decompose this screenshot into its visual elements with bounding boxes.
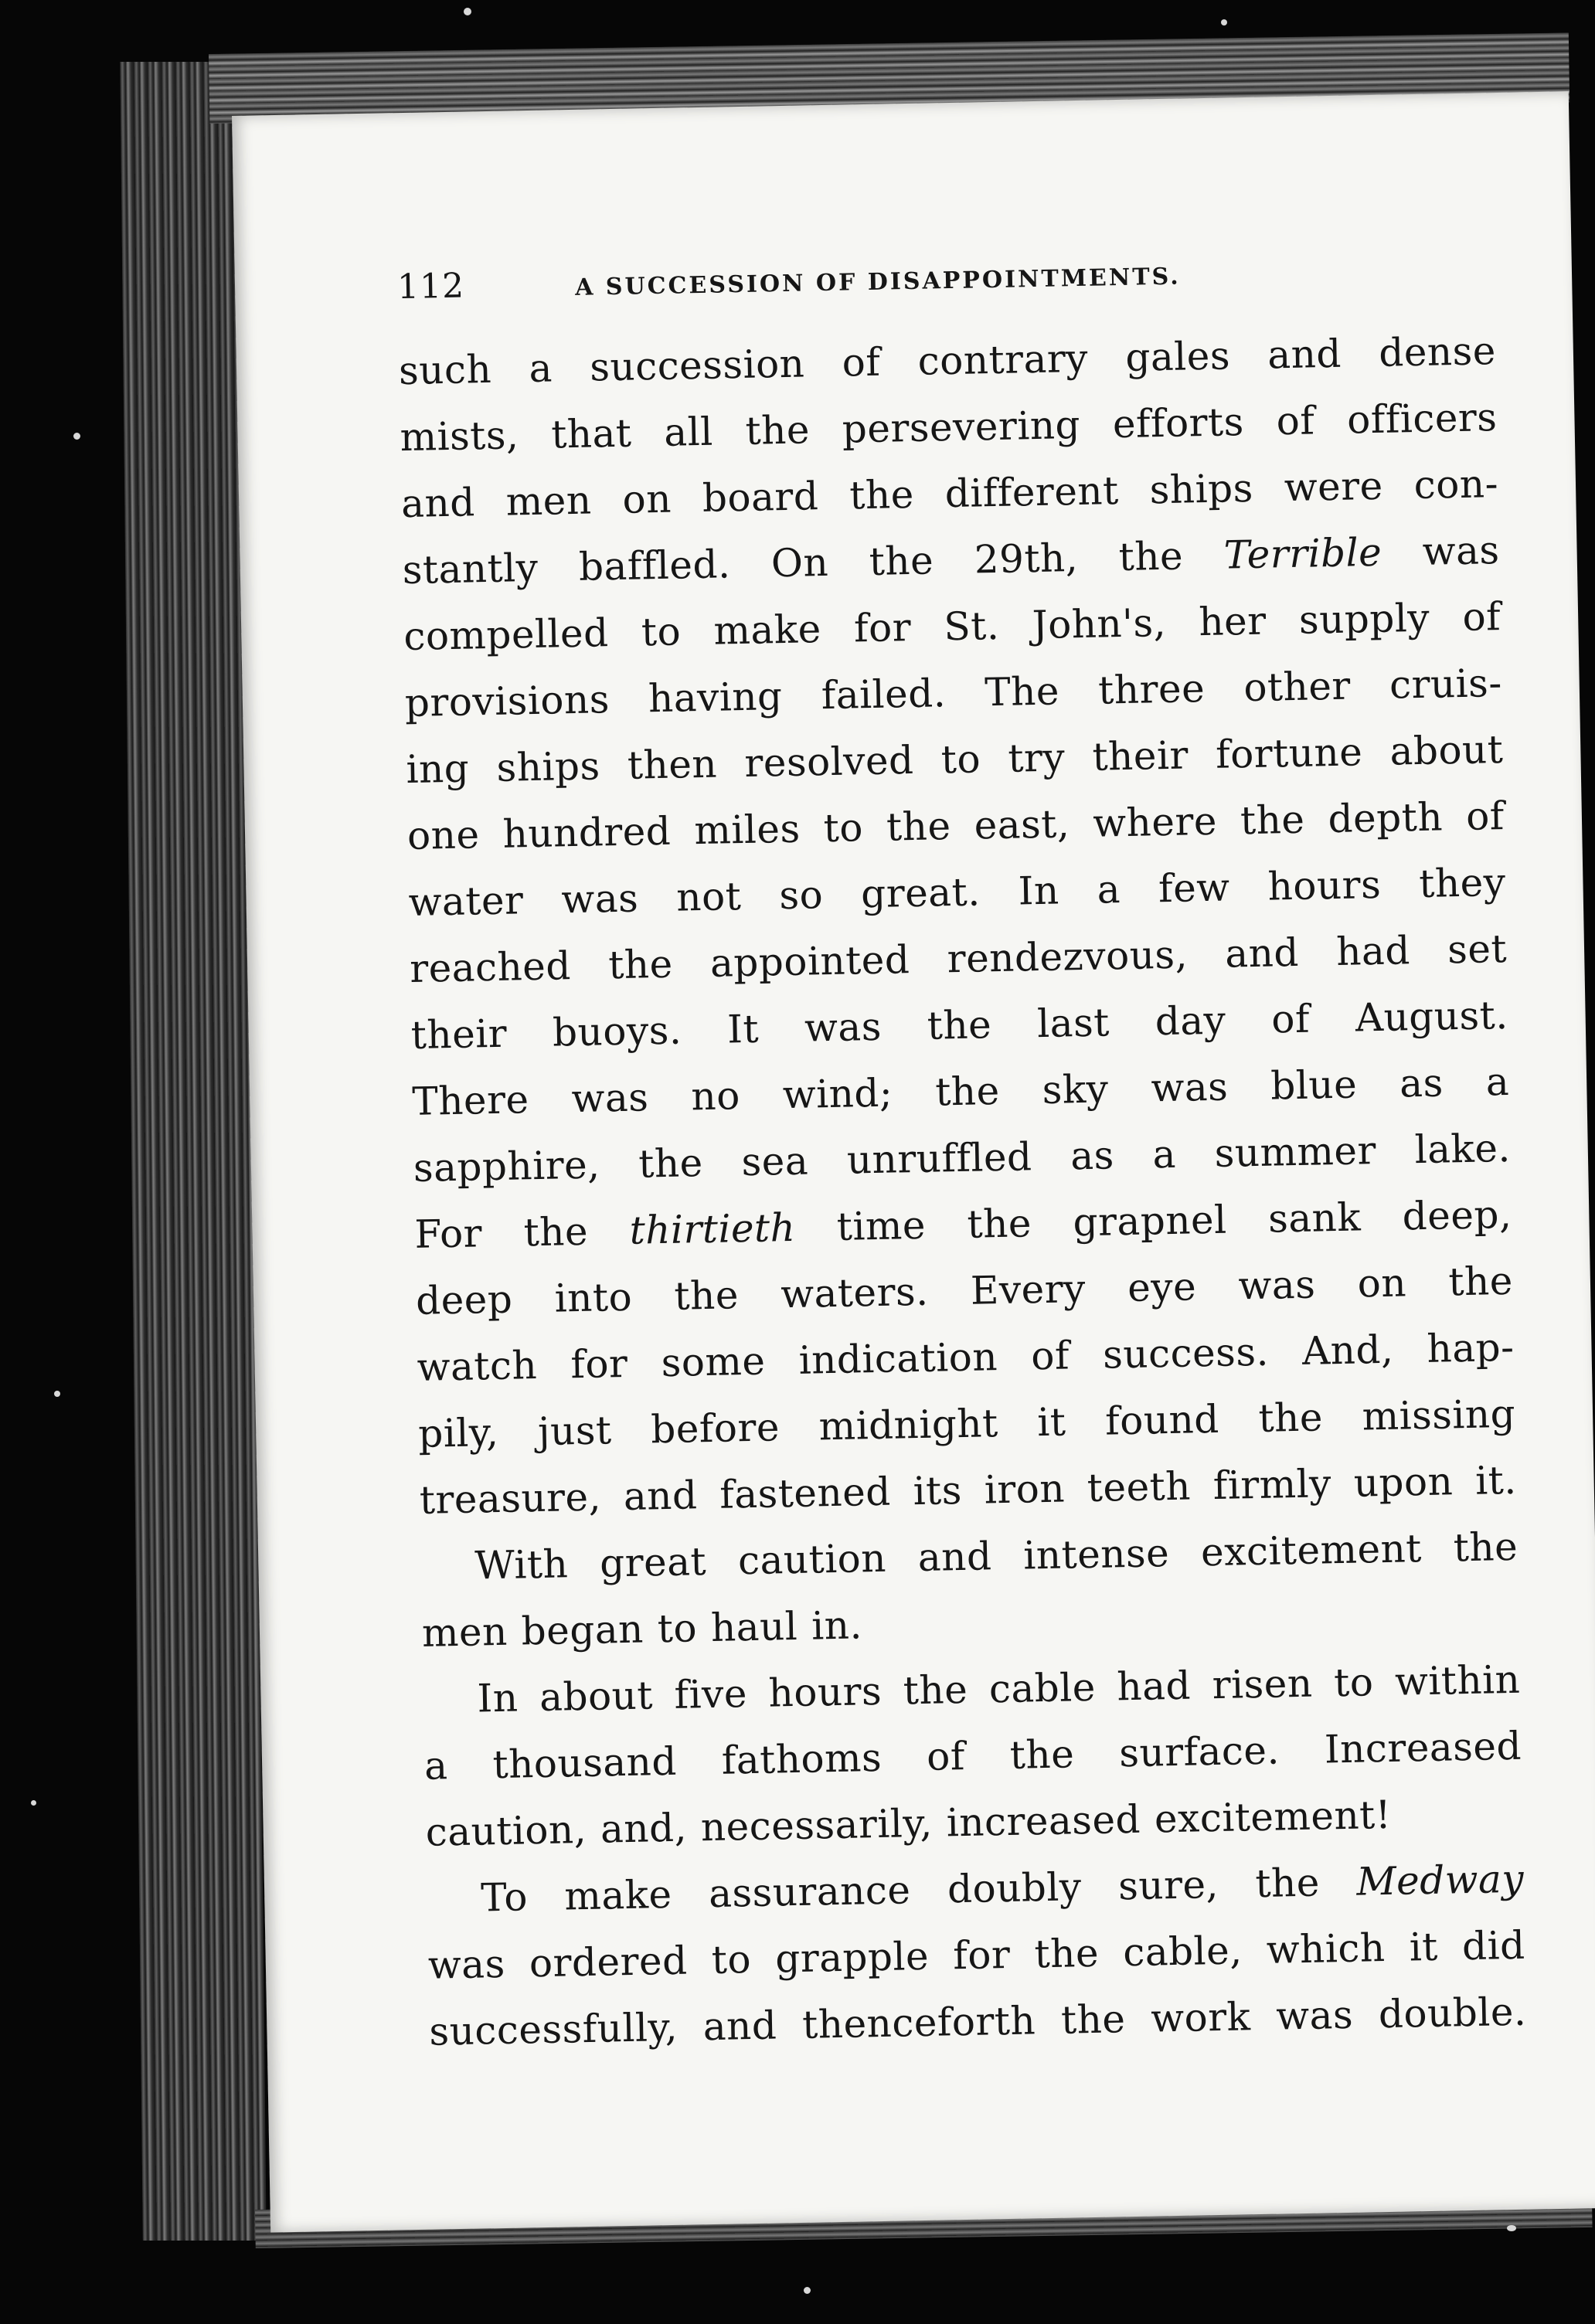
word: deep [415,1276,513,1323]
word: was [560,875,639,922]
word: caution [737,1535,887,1584]
word: and [400,480,476,527]
word: then [627,741,718,788]
word: a [1152,1131,1177,1177]
word: so [778,872,824,919]
word: supply [1298,595,1430,643]
word: haul [710,1603,798,1650]
word: the [523,1208,589,1255]
word: hap- [1427,1324,1515,1371]
word: one [406,812,481,858]
word: depth [1328,794,1444,842]
word: the [1009,1731,1075,1778]
word: surface. [1118,1728,1280,1776]
word: where [1092,798,1218,846]
word: of [1461,594,1501,640]
body-text [398,318,1527,2065]
word: the [849,471,915,518]
word: ships [1149,465,1254,513]
word: thirtieth [629,1204,796,1253]
word: the [869,538,934,584]
word: The [984,668,1060,715]
word: Terrible [1223,529,1382,578]
book-page [232,91,1595,2232]
word: to [823,805,864,851]
word: found [1104,1396,1220,1444]
word: the [927,1002,992,1048]
word: and, [600,1805,688,1852]
word: St. [943,603,1000,650]
word: before [650,1405,780,1452]
word: hundred [502,808,672,857]
word: and [702,2003,777,2050]
word: the [967,1201,1032,1247]
word: water [408,878,524,925]
word: gales [1124,333,1231,380]
word: eye [1127,1264,1197,1311]
word: hours [1267,861,1382,909]
word: waters. [780,1269,930,1317]
word: their [410,1011,508,1058]
word: on [1357,1260,1407,1306]
word: a [529,345,553,392]
word: caution, [425,1806,587,1855]
word: provisions [404,677,610,726]
word: great [599,1539,707,1586]
word: intense [1022,1531,1170,1578]
word: efforts [1112,399,1245,447]
word: was [1150,1064,1229,1111]
word: some [661,1338,766,1386]
word: the [934,1069,1001,1115]
word: of [1465,793,1505,839]
word: missing [1362,1391,1516,1439]
word: work [1150,1994,1251,2041]
word: teeth [1087,1463,1192,1511]
word: Medway [1355,1856,1525,1904]
word: increased [946,1796,1141,1846]
word: persevering [842,402,1081,452]
word: their [1091,732,1189,780]
word: the [607,941,674,988]
word: the [1447,1258,1514,1305]
word: midnight [818,1401,999,1449]
word: and [1224,929,1300,977]
word: had [1335,928,1411,974]
word: the [1254,1860,1321,1907]
word: the [1034,1930,1100,1977]
word: the [886,804,951,850]
word: failed. [821,671,947,719]
page-content [397,247,1527,2065]
word: different [944,468,1120,517]
word: unruffled [846,1134,1033,1183]
word: fortune [1215,729,1363,777]
word: to [641,609,682,655]
word: the [638,1140,704,1187]
word: to [711,1937,752,1983]
word: cruis- [1389,661,1503,708]
word: con- [1413,461,1499,508]
word: the [673,1272,740,1319]
word: risen [1212,1660,1314,1708]
word: mists, [400,413,519,460]
word: Increased [1324,1723,1522,1772]
word: summer [1214,1128,1377,1176]
word: just [537,1408,613,1455]
running-head-title: A SUCCESSION OF DISAPPOINTMENTS. [574,263,1181,301]
word: make [713,606,822,654]
word: sea [741,1138,809,1185]
word: great. [860,869,981,917]
word: did [1461,1922,1526,1969]
word: and [917,1534,992,1581]
word: double. [1378,1989,1527,2037]
word: pily, [417,1409,499,1456]
word: fastened [719,1469,892,1517]
word: grapple [774,1933,930,1982]
word: try [1007,735,1066,781]
word: ing [406,746,470,793]
word: set [1447,926,1508,973]
word: compelled [403,610,610,660]
word: With [474,1541,569,1588]
word: men [505,477,593,525]
word: having [648,674,784,722]
word: In [1018,868,1060,914]
word: all [663,409,714,455]
word: east, [974,801,1070,848]
word: officers [1346,395,1498,443]
word: In [477,1675,519,1721]
word: had [1116,1663,1192,1710]
word: For [414,1211,483,1257]
word: to [940,736,981,783]
word: successfully, [428,2004,678,2054]
word: was [1275,1992,1354,2039]
word: a [423,1743,449,1789]
word: was [571,1075,649,1122]
word: a [1097,867,1121,912]
word: and [623,1473,698,1520]
word: it [1409,1924,1439,1970]
word: Every [970,1266,1087,1313]
word: ordered [529,1938,689,1986]
word: the [1118,533,1184,580]
word: the [1257,1395,1324,1441]
word: appointed [709,937,910,986]
word: other [1243,663,1352,711]
word: cable, [1122,1928,1243,1976]
word: thousand [492,1738,678,1788]
word: the [745,407,811,454]
word: deep, [1402,1191,1512,1239]
word: was [427,1941,506,1988]
word: for [952,1932,1011,1979]
word: treasure, [419,1474,602,1523]
word: five [674,1671,748,1718]
word: not [675,874,742,920]
word: that [550,410,632,457]
word: few [1158,865,1231,912]
word: the [903,1667,968,1714]
word: into [554,1274,633,1321]
word: August. [1355,992,1509,1041]
word: about [1389,726,1504,774]
word: And, [1301,1327,1394,1374]
word: board [702,474,819,521]
word: last [1036,1000,1110,1047]
word: excitement! [1154,1792,1392,1842]
word: was [804,1004,883,1051]
word: in. [811,1602,863,1649]
word: buoys. [552,1007,682,1055]
word: within [1394,1656,1521,1704]
word: was [1238,1262,1316,1309]
word: wind; [782,1070,893,1118]
word: which [1266,1925,1386,1972]
word: its [913,1467,963,1514]
word: miles [693,806,801,854]
word: as [1070,1133,1115,1179]
word: her [1198,598,1267,645]
word: contrary [917,335,1089,384]
running-head [397,247,1495,307]
word: cable [988,1664,1097,1712]
word: it [1036,1399,1066,1446]
word: hours [768,1668,883,1716]
word: day [1155,997,1226,1045]
word: and [1267,331,1342,378]
word: doubly [947,1864,1083,1912]
word: time [836,1202,927,1249]
word: of [1030,1333,1070,1379]
word: on [622,476,672,522]
word: necessarily, [700,1800,934,1850]
word: as [1399,1060,1444,1106]
word: for [570,1340,628,1388]
word: firmly [1212,1461,1332,1509]
word: of [926,1733,966,1779]
word: were [1284,463,1384,511]
word: three [1097,666,1206,713]
word: succession [589,341,805,390]
word: indication [798,1334,998,1383]
word: It [726,1006,760,1052]
word: resolved [743,737,915,786]
word: for [853,605,912,651]
word: of [842,339,881,386]
page-number: 112 [396,266,465,307]
word: no [690,1073,741,1120]
word: reached [409,943,572,991]
word: stantly [402,545,539,593]
word: On [770,539,829,586]
word: rendezvous, [947,932,1189,982]
word: blue [1270,1062,1358,1109]
word: ships [496,743,601,790]
word: to [1333,1660,1374,1706]
word: assurance [708,1867,911,1917]
word: upon [1353,1459,1454,1506]
word: fathoms [721,1735,883,1783]
word: began [521,1606,644,1654]
word: a [1485,1058,1510,1105]
word: 29th, [974,535,1079,583]
word: sapphire, [413,1142,601,1191]
word: dense [1378,328,1497,375]
word: about [539,1673,654,1721]
word: excitement [1200,1526,1423,1575]
word: baffled. [578,542,731,589]
word: of [1276,398,1315,444]
word: it. [1474,1457,1518,1503]
word: men [421,1609,508,1656]
word: the [1453,1524,1518,1571]
word: sure, [1117,1861,1219,1909]
word: such [398,346,492,394]
word: sky [1042,1066,1109,1113]
word: make [563,1871,673,1919]
word: of [1270,996,1311,1042]
word: watch [417,1343,538,1390]
word: they [1418,859,1506,907]
word: iron [984,1466,1066,1513]
word: sank [1267,1194,1362,1242]
word: lake. [1414,1125,1512,1173]
word: was [1422,528,1501,574]
word: There [411,1077,530,1124]
word: John's, [1032,600,1167,648]
word: the [1060,1996,1126,2043]
word: thenceforth [801,1998,1036,2047]
word: grapnel [1073,1197,1228,1245]
word: success. [1102,1329,1270,1378]
word: To [480,1874,529,1921]
word: the [1240,797,1305,844]
word: to [657,1605,698,1652]
